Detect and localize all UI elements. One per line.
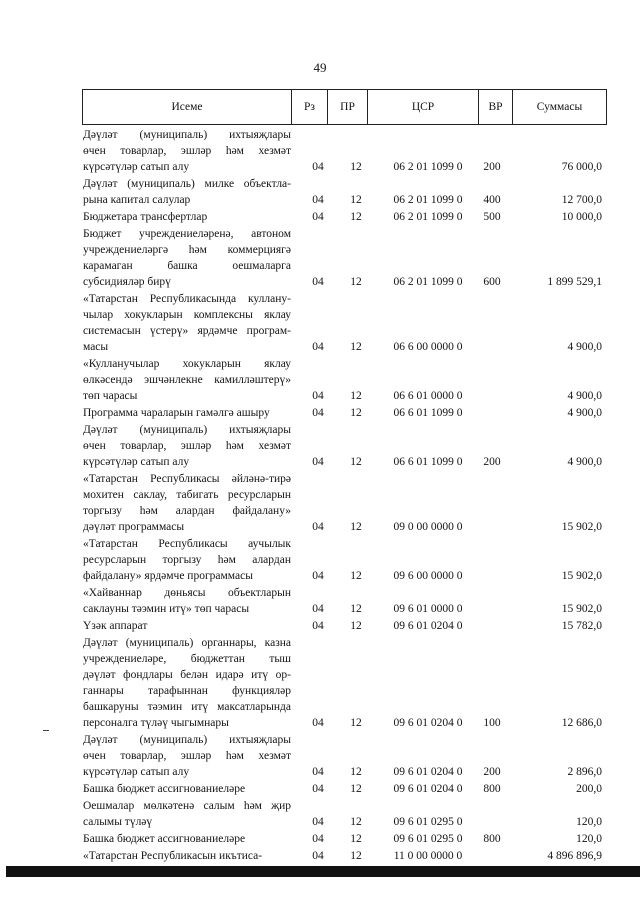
row-vr: 500 [483, 211, 501, 223]
header-pr: ПР [328, 90, 368, 124]
row-name [83, 471, 291, 535]
row-csr: 06 6 01 1099 0 [393, 456, 463, 468]
row-name-line: дәүләт программасы [83, 521, 185, 533]
row-rz: 04 [312, 850, 324, 862]
row-vr: 600 [483, 276, 501, 288]
table-row [0, 798, 640, 830]
table-row [0, 356, 640, 404]
row-vr: 800 [483, 833, 501, 845]
row-csr: 09 6 01 0204 0 [393, 766, 463, 778]
row-name [83, 831, 291, 847]
row-name [83, 226, 291, 290]
table-row [0, 635, 640, 731]
table-row [0, 732, 640, 780]
row-name-line: Башка бюджет ассигнованиеләре [83, 833, 246, 845]
row-sum: 4 900,0 [567, 390, 602, 402]
row-name-line: мохитен саклау, табигать ресурсларын [83, 489, 291, 501]
row-name [83, 635, 291, 731]
row-name-line: өчен товарлар, эшләр һәм хезмәт [83, 750, 291, 762]
row-name-line: Дәүләт (муниципаль) ихтыяҗлары [83, 734, 291, 746]
row-rz: 04 [312, 570, 324, 582]
row-rz: 04 [312, 276, 324, 288]
header-name: Исеме [83, 90, 292, 124]
row-name [83, 618, 291, 634]
row-name-line: «Хайваннар дөньясы объектларын [83, 587, 291, 599]
row-name-line: күрсәтүләр сатып алу [83, 456, 190, 468]
row-csr: 09 0 00 0000 0 [393, 521, 463, 533]
row-pr: 12 [350, 194, 362, 206]
table-row [0, 405, 640, 421]
row-rz: 04 [312, 783, 324, 795]
row-name-line: системасын үстерү» ярдәмче програм- [83, 325, 291, 337]
row-sum: 4 900,0 [567, 407, 602, 419]
row-csr: 06 6 01 0000 0 [393, 390, 463, 402]
row-name-line: рына капитал салулар [83, 194, 191, 206]
row-csr: 09 6 01 0204 0 [393, 783, 463, 795]
row-rz: 04 [312, 390, 324, 402]
row-pr: 12 [350, 570, 362, 582]
row-name [83, 422, 291, 470]
row-sum: 4 896 896,9 [547, 850, 602, 862]
row-name-line: учреждениеләре, бюджеттан тыш [83, 653, 291, 665]
row-name [83, 291, 291, 355]
row-name-line: өчен товарлар, эшләр һәм хезмәт [83, 440, 291, 452]
row-vr: 200 [483, 161, 501, 173]
row-sum: 10 000,0 [561, 211, 602, 223]
row-name-line: салымы түләү [83, 816, 153, 828]
row-vr: 100 [483, 717, 501, 729]
row-name-line: субсидияләр бирү [83, 276, 171, 288]
row-name-line: Дәүләт (муниципаль) ихтыяҗлары [83, 129, 291, 141]
row-csr: 06 6 01 1099 0 [393, 407, 463, 419]
row-rz: 04 [312, 717, 324, 729]
row-pr: 12 [350, 850, 362, 862]
row-rz: 04 [312, 833, 324, 845]
row-csr: 06 6 00 0000 0 [393, 341, 463, 353]
row-name-line: «Татарстан Республикасы әйләнә-тирә [83, 473, 291, 485]
row-name-line: файдалану» ярдәмче программасы [83, 570, 253, 582]
table-row [0, 422, 640, 470]
row-name [83, 536, 291, 584]
row-vr: 800 [483, 783, 501, 795]
row-name-line: өчен товарлар, эшләр һәм хезмәт [83, 145, 291, 157]
row-name-line: саклауны тәэмин итү» төп чарасы [83, 603, 250, 615]
row-csr: 06 2 01 1099 0 [393, 194, 463, 206]
row-rz: 04 [312, 603, 324, 615]
row-name-line: күрсәтүләр сатып алу [83, 161, 190, 173]
row-name-line: торгызу һәм алардан файдалану» [83, 505, 291, 517]
row-pr: 12 [350, 603, 362, 615]
row-sum: 200,0 [576, 783, 602, 795]
row-vr: 200 [483, 456, 501, 468]
header-rz: Рз [292, 90, 328, 124]
row-vr: 200 [483, 766, 501, 778]
row-name-line: масы [83, 341, 109, 353]
row-name-line: «Кулланучылар хокукларын яклау [83, 358, 291, 370]
row-pr: 12 [350, 766, 362, 778]
row-sum: 15 782,0 [561, 620, 602, 632]
table-row [0, 291, 640, 355]
row-rz: 04 [312, 816, 324, 828]
row-name [83, 356, 291, 404]
row-name-line: ресурсларын торгызу һәм алардан [83, 554, 291, 566]
header-vr: ВР [479, 90, 513, 124]
row-name-line: Оешмалар мөлкәтенә салым һәм җир [83, 800, 291, 812]
header-csr: ЦСР [368, 90, 479, 124]
table-row [0, 536, 640, 584]
row-pr: 12 [350, 341, 362, 353]
row-sum: 15 902,0 [561, 570, 602, 582]
row-csr: 06 2 01 1099 0 [393, 211, 463, 223]
row-sum: 15 902,0 [561, 603, 602, 615]
row-name [83, 798, 291, 830]
row-pr: 12 [350, 620, 362, 632]
row-name-line: төп чарасы [83, 390, 138, 402]
row-csr: 09 6 01 0204 0 [393, 620, 463, 632]
row-name [83, 781, 291, 797]
table-row [0, 471, 640, 535]
row-pr: 12 [350, 390, 362, 402]
row-pr: 12 [350, 717, 362, 729]
row-sum: 12 686,0 [561, 717, 602, 729]
row-csr: 09 6 01 0295 0 [393, 816, 463, 828]
scan-edge-bar [6, 866, 640, 877]
row-name-line: персоналга түләү чыгымнары [83, 717, 229, 729]
row-csr: 06 2 01 1099 0 [393, 161, 463, 173]
table-header [82, 89, 607, 125]
row-name-line: Бюджет учреждениеләренә, автоном [83, 228, 291, 240]
row-name-line: «Татарстан Республикасын икътиса- [83, 850, 263, 862]
table-row [0, 831, 640, 847]
table-row [0, 848, 640, 864]
row-name [83, 127, 291, 175]
row-sum: 4 900,0 [567, 341, 602, 353]
row-csr: 09 6 01 0295 0 [393, 833, 463, 845]
row-name-line: дәүләт фондлары белән идарә итү ор- [83, 669, 291, 681]
row-sum: 2 896,0 [567, 766, 602, 778]
row-pr: 12 [350, 783, 362, 795]
row-pr: 12 [350, 407, 362, 419]
page-number: 49 [313, 60, 327, 75]
row-pr: 12 [350, 833, 362, 845]
row-pr: 12 [350, 161, 362, 173]
row-csr: 06 2 01 1099 0 [393, 276, 463, 288]
row-name-line: Дәүләт (муниципаль) органнары, казна [83, 637, 291, 649]
row-rz: 04 [312, 194, 324, 206]
row-name [83, 585, 291, 617]
table-row [0, 781, 640, 797]
row-name-line: чылар хокукларын комплексны яклау [83, 309, 291, 321]
table-row [0, 127, 640, 175]
row-name-line: Дәүләт (муниципаль) милке объектла- [83, 178, 291, 190]
row-csr: 09 6 00 0000 0 [393, 570, 463, 582]
row-pr: 12 [350, 521, 362, 533]
scan-mark [43, 730, 49, 731]
row-name-line: «Татарстан Республикасы аучылык [83, 538, 291, 550]
row-name [83, 848, 291, 864]
row-pr: 12 [350, 211, 362, 223]
row-name-line: Башка бюджет ассигнованиеләре [83, 783, 246, 795]
row-pr: 12 [350, 456, 362, 468]
row-rz: 04 [312, 620, 324, 632]
row-sum: 120,0 [576, 833, 602, 845]
row-rz: 04 [312, 341, 324, 353]
row-name-line: күрсәтүләр сатып алу [83, 766, 190, 778]
row-sum: 12 700,0 [561, 194, 602, 206]
row-name-line: башкаруны тәэмин итү максатларында [83, 701, 291, 713]
row-name-line: Үзәк аппарат [83, 620, 148, 632]
row-name [83, 209, 291, 225]
row-csr: 09 6 01 0000 0 [393, 603, 463, 615]
row-name-line: Программа чараларын гамәлгә ашыру [83, 407, 270, 419]
row-sum: 120,0 [576, 816, 602, 828]
row-name-line: учреждениеләргә һәм коммерциягә [83, 244, 291, 256]
table-row [0, 176, 640, 208]
row-rz: 04 [312, 456, 324, 468]
row-rz: 04 [312, 407, 324, 419]
row-name [83, 732, 291, 780]
row-name-line: «Татарстан Республикасында куллану- [83, 293, 291, 305]
row-rz: 04 [312, 161, 324, 173]
row-name-line: Бюджетара трансфертлар [83, 211, 208, 223]
row-sum: 76 000,0 [561, 161, 602, 173]
row-name [83, 405, 291, 421]
row-sum: 15 902,0 [561, 521, 602, 533]
header-sum: Суммасы [536, 101, 583, 113]
row-sum: 1 899 529,1 [547, 276, 602, 288]
row-csr: 09 6 01 0204 0 [393, 717, 463, 729]
table-row [0, 226, 640, 290]
row-rz: 04 [312, 766, 324, 778]
row-rz: 04 [312, 521, 324, 533]
row-name [83, 176, 291, 208]
row-sum: 4 900,0 [567, 456, 602, 468]
row-name-line: карамаган башка оешмаларга [83, 260, 291, 272]
table-row [0, 585, 640, 617]
table-row [0, 618, 640, 634]
table-row [0, 209, 640, 225]
row-name-line: Дәүләт (муниципаль) ихтыяҗлары [83, 424, 291, 436]
row-pr: 12 [350, 816, 362, 828]
row-csr: 11 0 00 0000 0 [393, 850, 463, 862]
row-rz: 04 [312, 211, 324, 223]
row-name-line: ганнары тарафыннан функцияләр [83, 685, 291, 697]
row-vr: 400 [483, 194, 501, 206]
row-name-line: өлкәсендә эшчәнлекне камилләштерү» [83, 374, 291, 386]
row-pr: 12 [350, 276, 362, 288]
